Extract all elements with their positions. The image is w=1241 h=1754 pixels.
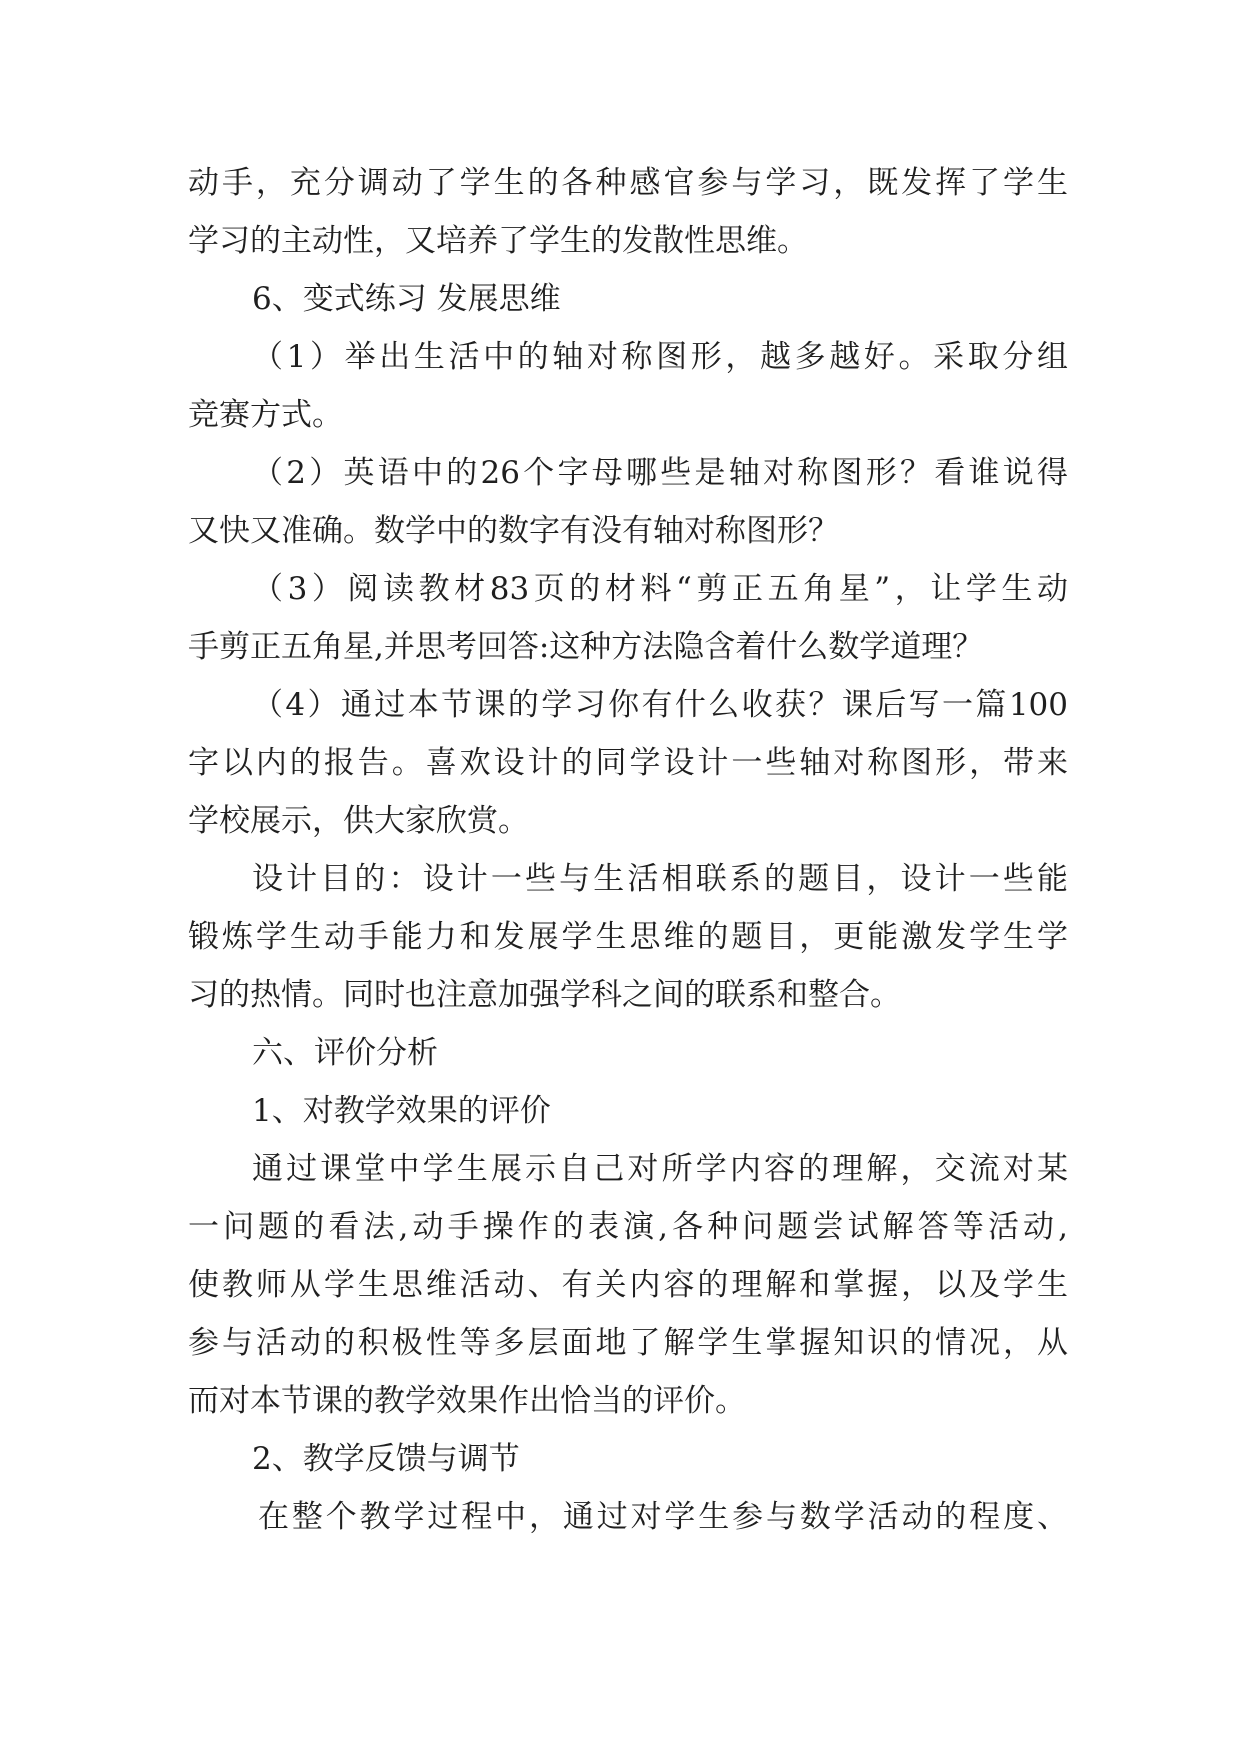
text-line-13: 设计目的：设计一些与生活相联系的题目，设计一些能 [252,861,1068,897]
text-line-11: 字以内的报告。喜欢设计的同学设计一些轴对称图形，带来 [188,745,1068,781]
subsection-heading-1: 1、对教学效果的评价 [252,1093,551,1129]
text-line-10: （4）通过本节课的学习你有什么收获？课后写一篇100 [252,687,1068,723]
text-line-2: 学习的主动性，又培养了学生的发散性思维。 [188,223,808,259]
text-line-15: 习的热情。同时也注意加强学科之间的联系和整合。 [188,977,901,1013]
text-line-18: 通过课堂中学生展示自己对所学内容的理解，交流对某 [252,1151,1068,1187]
text-line-8: （3）阅读教材83页的材料“剪正五角星”，让学生动 [252,571,1068,607]
text-line-22: 而对本节课的教学效果作出恰当的评价。 [188,1383,746,1419]
text-line-1: 动手，充分调动了学生的各种感官参与学习，既发挥了学生 [188,165,1068,201]
text-line-6: （2）英语中的26个字母哪些是轴对称图形？看谁说得 [252,455,1068,491]
text-line-9: 手剪正五角星,并思考回答:这种方法隐含着什么数学道理？ [188,629,984,665]
body-text [188,154,1068,1546]
text-line-20: 使教师从学生思维活动、有关内容的理解和掌握，以及学生 [188,1267,1068,1303]
text-line-4: （1）举出生活中的轴对称图形，越多越好。采取分组 [252,339,1068,375]
text-line-5: 竞赛方式。 [188,397,343,433]
text-line-14: 锻炼学生动手能力和发展学生思维的题目，更能激发学生学 [188,919,1068,955]
text-line-12: 学校展示，供大家欣赏。 [188,803,529,839]
text-line-19: 一问题的看法,动手操作的表演,各种问题尝试解答等活动, [188,1209,1068,1245]
text-line-24: 在整个教学过程中，通过对学生参与数学活动的程度、 [258,1499,1068,1535]
section-heading-6: 6、变式练习 发展思维 [252,281,561,317]
subsection-heading-2: 2、教学反馈与调节 [252,1441,520,1477]
section-heading-evaluation: 六、评价分析 [252,1035,438,1071]
text-line-7: 又快又准确。数学中的数字有没有轴对称图形？ [188,513,839,549]
text-line-21: 参与活动的积极性等多层面地了解学生掌握知识的情况，从 [188,1325,1068,1361]
